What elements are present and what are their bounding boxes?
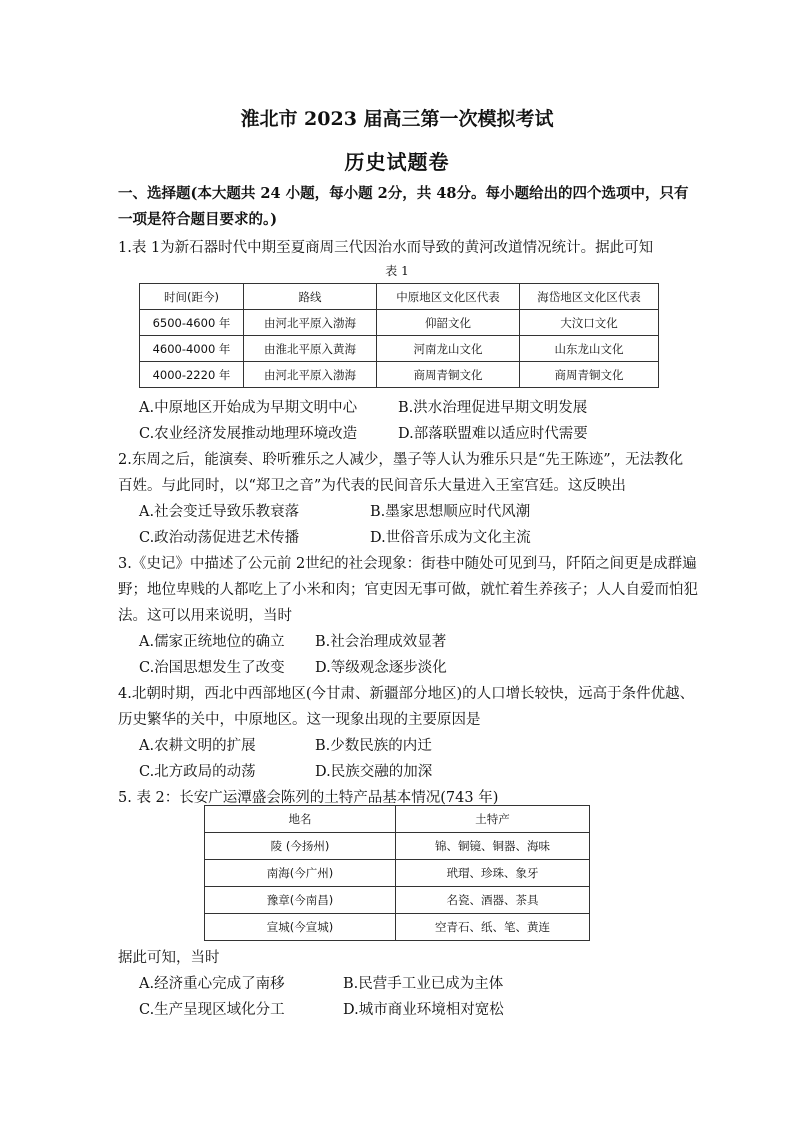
table-cell: 宣城(今宣城) (205, 914, 396, 941)
q2-option-b: B.墨家思想顺应时代风潮 (370, 504, 531, 520)
q4-stem-line2: 历史繁华的关中，中原地区。这一现象出现的主要原因是 (118, 712, 481, 728)
table1 (139, 283, 659, 388)
table-cell: 仰韶文化 (377, 310, 520, 336)
table-header-cell: 土特产 (396, 806, 590, 833)
q4-stem-line1: 4.北朝时期，西北中西部地区(今甘肃、新疆部分地区)的人口增长较快，远高于条件优越、 (118, 686, 695, 702)
q2-stem-line2: 百姓。与此同时，以“郑卫之音”为代表的民间音乐大量进入王室宫廷。这反映出 (118, 478, 626, 494)
table-cell: 商周青铜文化 (377, 362, 520, 388)
table-row (140, 336, 659, 362)
q5-option-b: B.民营手工业已成为主体 (343, 976, 504, 992)
q3-option-d: D.等级观念逐步淡化 (315, 660, 447, 676)
q2-option-d: D.世俗音乐成为文化主流 (370, 530, 531, 546)
table-cell: 4600-4000 年 (140, 336, 244, 362)
table-cell: 锦、铜镜、铜器、海味 (396, 833, 590, 860)
table-header-cell: 时间(距今) (140, 284, 244, 310)
table-cell: 由淮北平原入黄海 (244, 336, 377, 362)
q4-option-a: A.农耕文明的扩展 (139, 738, 256, 754)
table1-caption: 表 1 (385, 264, 409, 278)
table-header-row (140, 284, 659, 310)
q3-option-b: B.社会治理成效显著 (315, 634, 447, 650)
q2-stem-line1: 2.东周之后，能演奏、聆听雅乐之人减少，墨子等人认为雅乐只是“先王陈迹”，无法教化 (118, 452, 684, 468)
table-header-cell: 中原地区文化区代表 (377, 284, 520, 310)
table-cell: 山东龙山文化 (520, 336, 659, 362)
q5-option-c: C.生产呈现区域化分工 (139, 1002, 285, 1018)
q5-after-table: 据此可知，当时 (118, 950, 220, 966)
section-instructions-line1: 一、选择题(本大题共 24 小题，每小题 2分，共 48分。每小题给出的四个选项中，只有 (118, 185, 689, 202)
table-header-cell: 海岱地区文化区代表 (520, 284, 659, 310)
table2 (204, 805, 590, 941)
q3-stem-line3: 法。这可以用来说明，当时 (118, 608, 292, 624)
q4-option-d: D.民族交融的加深 (315, 764, 433, 780)
q1-option-c: C.农业经济发展推动地理环境改造 (139, 426, 358, 442)
table-cell: 由河北平原入渤海 (244, 362, 377, 388)
q5-option-d: D.城市商业环境相对宽松 (343, 1002, 504, 1018)
q3-stem-line2: 野；地位卑贱的人都吃上了小米和肉；官吏因无事可做，就忙着生养孩子；人人自爱而怕犯 (118, 582, 698, 598)
q3-option-a: A.儒家正统地位的确立 (139, 634, 285, 650)
table-header-row (205, 806, 590, 833)
table-cell: 商周青铜文化 (520, 362, 659, 388)
table-cell: 空青石、纸、笔、黄连 (396, 914, 590, 941)
q3-option-c: C.治国思想发生了改变 (139, 660, 285, 676)
table-cell: 6500-4600 年 (140, 310, 244, 336)
table-header-cell: 地名 (205, 806, 396, 833)
q4-option-c: C.北方政局的动荡 (139, 764, 256, 780)
page-title: 淮北市 2023 届高三第一次模拟考试 (240, 108, 554, 130)
q5-option-a: A.经济重心完成了南移 (139, 976, 285, 992)
table-cell: 4000-2220 年 (140, 362, 244, 388)
q1-option-a: A.中原地区开始成为早期文明中心 (139, 400, 358, 416)
table-cell: 河南龙山文化 (377, 336, 520, 362)
q2-option-c: C.政治动荡促进艺术传播 (139, 530, 300, 546)
table-row (205, 860, 590, 887)
table-cell: 陵 (今扬州) (205, 833, 396, 860)
table-cell: 由河北平原入渤海 (244, 310, 377, 336)
page-subtitle: 历史试题卷 (344, 150, 450, 174)
section-instructions-line2: 一项是符合题目要求的。) (118, 211, 278, 228)
table-cell: 大汶口文化 (520, 310, 659, 336)
q1-stem: 1.表 1为新石器时代中期至夏商周三代因治水而导致的黄河改道情况统计。据此可知 (118, 240, 654, 256)
table-cell: 玳瑁、珍珠、象牙 (396, 860, 590, 887)
q5-stem: 5. 表 2：长安广运潭盛会陈列的土特产品基本情况(743 年) (118, 790, 499, 806)
table-row (205, 887, 590, 914)
q4-option-b: B.少数民族的内迁 (315, 738, 432, 754)
q3-stem-line1: 3.《史记》中描述了公元前 2世纪的社会现象：街巷中随处可见到马，阡陌之间更是成群遍 (118, 556, 697, 572)
table-row (140, 362, 659, 388)
table-row (205, 914, 590, 941)
table-cell: 南海(今广州) (205, 860, 396, 887)
table-cell: 豫章(今南昌) (205, 887, 396, 914)
table-row (205, 833, 590, 860)
table-cell: 名瓷、酒器、茶具 (396, 887, 590, 914)
q1-option-b: B.洪水治理促进早期文明发展 (398, 400, 588, 416)
q1-option-d: D.部落联盟难以适应时代需要 (398, 426, 588, 442)
q2-option-a: A.社会变迁导致乐教衰落 (139, 504, 300, 520)
table-header-cell: 路线 (244, 284, 377, 310)
table-row (140, 310, 659, 336)
